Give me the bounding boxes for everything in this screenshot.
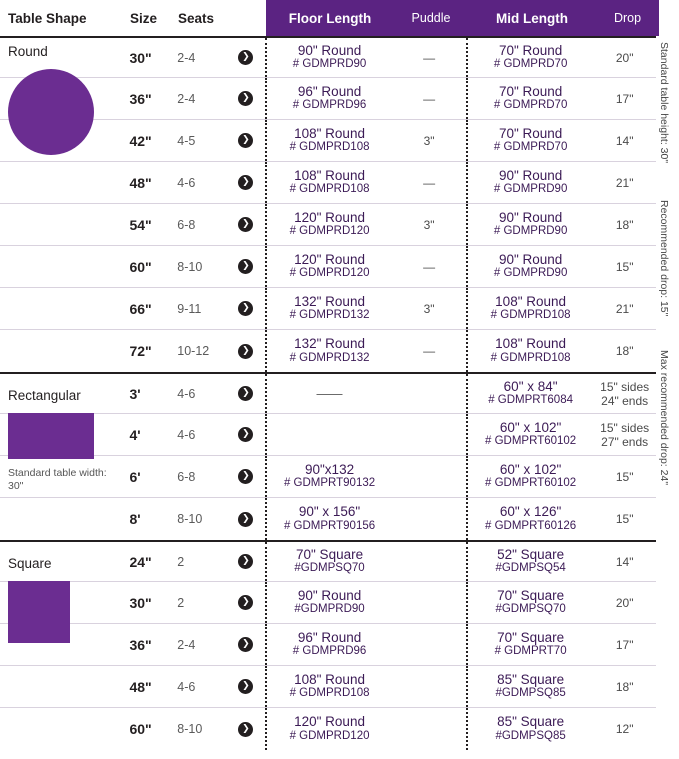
header-seats: Seats [178, 10, 215, 26]
cell-mid-length [466, 582, 593, 623]
mid-length-sku: #GDMPSQ54 [495, 562, 566, 575]
cell-mid-length [466, 246, 593, 287]
cell-drop: 14" [615, 133, 634, 148]
cell-drop: 14" [615, 554, 634, 569]
cell-puddle: — [423, 259, 436, 274]
header-size: Size [130, 10, 158, 26]
floor-length-size: —— [316, 386, 343, 401]
table-row [0, 288, 656, 330]
cell-floor-length [265, 162, 392, 203]
mid-length-sku: # GDMPRD108 [490, 351, 571, 364]
cell-floor-length [265, 120, 392, 161]
floor-length-size: 108" Round [294, 167, 365, 183]
cell-size: 30" [129, 49, 152, 66]
cell-drop: 17" [615, 91, 634, 106]
table-row [0, 666, 656, 708]
mid-length-sku: # GDMPRT60102 [485, 435, 577, 448]
floor-length-size: 120" Round [294, 251, 365, 267]
floor-length-size: 90" Round [297, 587, 362, 603]
floor-length-size: 132" Round [294, 336, 365, 352]
cell-floor-length [265, 456, 392, 497]
floor-length-sku: # GDMPRD108 [289, 141, 370, 154]
cell-floor-length [265, 38, 392, 77]
mid-length-size: 90" Round [498, 209, 563, 225]
mid-length-sku: # GDMPRD70 [493, 58, 568, 71]
cell-puddle: — [423, 50, 436, 65]
row-arrow-cell [227, 542, 265, 581]
cell-mid-length [466, 624, 593, 665]
mid-length-sku: # GDMPRD70 [493, 141, 568, 154]
row-arrow-cell [227, 624, 265, 665]
table-row [0, 708, 656, 750]
mid-length-size: 90" Round [498, 251, 563, 267]
cell-puddle [392, 498, 466, 540]
mid-length-size: 85" Square [497, 714, 565, 730]
cell-seats: 8-10 [177, 722, 203, 736]
cell-shape [0, 708, 123, 750]
cell-floor-length [265, 542, 392, 581]
cell-puddle [392, 624, 466, 665]
floor-length-sku: # GDMPRD120 [289, 729, 370, 742]
cell-drop: 18" [615, 679, 634, 694]
chevron-right-icon[interactable]: ❯ [238, 259, 253, 274]
chevron-right-icon[interactable]: ❯ [238, 133, 253, 148]
cell-mid-length [466, 542, 593, 581]
cell-seats: 2-4 [177, 50, 196, 65]
cell-seats: 4-6 [177, 386, 196, 401]
cell-floor-length [265, 374, 392, 413]
cell-puddle [392, 666, 466, 707]
mid-length-sku: # GDMPRD90 [493, 267, 568, 280]
chevron-right-icon[interactable]: ❯ [238, 50, 253, 65]
cell-floor-length [265, 330, 392, 372]
side-note-recommended-drop: Recommended drop: 15" [658, 200, 670, 317]
cell-size: 66" [129, 300, 152, 317]
chevron-right-icon[interactable]: ❯ [238, 512, 253, 527]
chevron-right-icon[interactable]: ❯ [238, 679, 253, 694]
mid-length-sku: # GDMPRT70 [494, 645, 567, 658]
cell-puddle [392, 582, 466, 623]
cell-floor-length [265, 414, 392, 455]
cell-floor-length [265, 624, 392, 665]
cell-size: 30" [129, 594, 152, 611]
floor-length-size: 70" Square [296, 546, 364, 562]
cell-puddle: 3" [423, 217, 435, 232]
cell-mid-length [466, 78, 593, 119]
table-row [0, 498, 656, 540]
cell-puddle [392, 456, 466, 497]
side-note-max-drop: Max recommended drop: 24" [658, 350, 670, 486]
cell-floor-length [265, 288, 392, 329]
table-row [0, 204, 656, 246]
cell-mid-length [466, 204, 593, 245]
cell-seats: 8-10 [177, 259, 203, 274]
mid-length-size: 70" Square [497, 587, 565, 603]
mid-length-sku: #GDMPSQ70 [495, 603, 566, 616]
table-row [0, 582, 656, 624]
mid-length-size: 60" x 84" [503, 378, 558, 394]
cell-shape [0, 204, 123, 245]
mid-length-size: 108" Round [495, 293, 567, 309]
shape-label-square: Square [8, 556, 52, 571]
mid-length-size: 70" Round [498, 83, 563, 99]
floor-length-size: 120" Round [294, 714, 365, 730]
table-header [0, 0, 679, 36]
row-arrow-cell [227, 666, 265, 707]
mid-length-sku: #GDMPSQ85 [495, 729, 566, 742]
floor-length-size: 90" Round [297, 42, 362, 58]
mid-length-size: 60" x 102" [499, 461, 562, 477]
cell-shape [0, 498, 123, 540]
cell-puddle [392, 374, 466, 413]
table-row [0, 540, 656, 582]
cell-seats: 4-6 [177, 679, 196, 694]
cell-seats: 4-5 [177, 133, 196, 148]
shape-block-rectangular [8, 388, 116, 493]
floor-length-sku: #GDMPRD90 [294, 603, 365, 616]
floor-length-sku: #GDMPSQ70 [294, 562, 365, 575]
cell-puddle: — [423, 91, 436, 106]
chevron-right-icon[interactable]: ❯ [238, 217, 253, 232]
cell-floor-length [265, 708, 392, 750]
floor-length-size: 108" Round [294, 125, 365, 141]
mid-length-size: 90" Round [498, 167, 563, 183]
cell-size: 60" [129, 258, 152, 275]
floor-length-sku: # GDMPRD96 [292, 99, 367, 112]
table-row [0, 78, 656, 120]
side-note-table-height: Standard table height: 30" [658, 42, 670, 164]
floor-length-sku: # GDMPRD90 [292, 58, 367, 71]
chevron-right-icon[interactable]: ❯ [238, 469, 253, 484]
cell-size: 48" [129, 678, 152, 695]
header-drop: Drop [596, 0, 659, 36]
floor-length-sku: # GDMPRD108 [289, 183, 370, 196]
chevron-right-icon[interactable]: ❯ [238, 427, 253, 442]
row-arrow-cell [227, 38, 265, 77]
cell-puddle [392, 542, 466, 581]
cell-drop: 15" [615, 259, 634, 274]
shape-label-round: Round [8, 44, 48, 59]
cell-size: 3' [129, 385, 141, 402]
cell-seats: 2 [177, 554, 185, 569]
mid-length-size: 70" Round [498, 42, 563, 58]
table-row [0, 36, 656, 78]
table-row [0, 162, 656, 204]
cell-size: 36" [129, 90, 152, 107]
cell-seats: 10-12 [177, 344, 210, 358]
chevron-right-icon[interactable]: ❯ [238, 722, 253, 737]
floor-length-size: 90" x 156" [298, 504, 361, 520]
chevron-right-icon[interactable]: ❯ [238, 637, 253, 652]
mid-length-sku: # GDMPRD108 [490, 309, 571, 322]
header-puddle: Puddle [394, 0, 468, 36]
cell-mid-length [466, 708, 593, 750]
row-arrow-cell [227, 456, 265, 497]
cell-shape [0, 666, 123, 707]
floor-length-size: 108" Round [294, 671, 365, 687]
cell-size: 54" [129, 216, 152, 233]
floor-length-sku: # GDMPRD108 [289, 687, 370, 700]
row-arrow-cell [227, 374, 265, 413]
cell-shape [0, 246, 123, 287]
cell-seats: 6-8 [177, 217, 196, 232]
cell-mid-length [466, 38, 593, 77]
floor-length-size: 132" Round [294, 293, 365, 309]
mid-length-size: 52" Square [497, 546, 565, 562]
row-arrow-cell [227, 582, 265, 623]
mid-length-sku: # GDMPRT60102 [485, 477, 577, 490]
cell-puddle: — [423, 175, 436, 190]
swatch-square-icon [8, 581, 70, 643]
row-arrow-cell [227, 498, 265, 540]
mid-length-sku: # GDMPRT6084 [488, 394, 573, 407]
cell-puddle: 3" [423, 133, 435, 148]
mid-length-size: 85" Square [497, 671, 565, 687]
swatch-round-icon [8, 69, 94, 155]
cell-size: 60" [129, 721, 152, 737]
cell-drop: 20" [615, 595, 634, 610]
cell-drop: 15" [615, 469, 634, 484]
chevron-right-icon[interactable]: ❯ [238, 301, 253, 316]
floor-length-sku: # GDMPRT90132 [283, 477, 376, 490]
row-arrow-cell [227, 330, 265, 372]
row-arrow-cell [227, 414, 265, 455]
floor-length-size: 120" Round [294, 209, 365, 225]
chevron-right-icon[interactable]: ❯ [238, 595, 253, 610]
shape-block-square [8, 556, 70, 643]
cell-drop: 18" [615, 217, 634, 232]
cell-mid-length [466, 120, 593, 161]
mid-length-sku: # GDMPRD70 [493, 99, 568, 112]
mid-length-sku: # GDMPRD90 [493, 225, 568, 238]
floor-length-size: 96" Round [297, 83, 362, 99]
cell-shape [0, 330, 123, 372]
row-arrow-cell [227, 204, 265, 245]
mid-length-size: 70" Square [497, 629, 565, 645]
row-arrow-cell [227, 78, 265, 119]
shape-block-round [8, 44, 94, 155]
cell-drop: 17" [615, 637, 634, 652]
row-arrow-cell [227, 120, 265, 161]
header-floor-length: Floor Length [266, 0, 394, 36]
chevron-right-icon[interactable]: ❯ [238, 91, 253, 106]
cell-drop: 15" sides 24" ends [600, 379, 650, 408]
header-mid-length: Mid Length [468, 0, 596, 36]
cell-puddle [392, 708, 466, 750]
cell-seats: 6-8 [177, 469, 196, 484]
table-row [0, 330, 656, 372]
chevron-right-icon[interactable]: ❯ [238, 344, 253, 359]
floor-length-sku: # GDMPRD120 [289, 267, 370, 280]
mid-length-sku: #GDMPSQ85 [495, 687, 566, 700]
chevron-right-icon[interactable]: ❯ [238, 175, 253, 190]
table-row [0, 120, 656, 162]
mid-length-size: 60" x 102" [499, 419, 562, 435]
cell-floor-length [265, 204, 392, 245]
cell-puddle [392, 414, 466, 455]
floor-length-size: 90"x132 [305, 461, 355, 477]
cell-size: 42" [129, 132, 152, 149]
row-arrow-cell [227, 708, 265, 750]
cell-drop: 21" [615, 175, 634, 190]
cell-mid-length [466, 666, 593, 707]
cell-floor-length [265, 498, 392, 540]
cell-drop: 18" [615, 344, 634, 358]
cell-floor-length [265, 78, 392, 119]
mid-length-sku: # GDMPRD90 [493, 183, 568, 196]
cell-size: 8' [129, 511, 141, 527]
cell-seats: 4-6 [177, 175, 196, 190]
cell-seats: 2-4 [177, 91, 196, 106]
cell-shape [0, 288, 123, 329]
floor-length-size: 96" Round [297, 629, 362, 645]
cell-size: 24" [129, 553, 152, 570]
cell-mid-length [466, 414, 593, 455]
chevron-right-icon[interactable]: ❯ [238, 386, 253, 401]
cell-puddle: — [423, 344, 436, 358]
row-arrow-cell [227, 162, 265, 203]
floor-length-sku: # GDMPRT90156 [283, 519, 376, 532]
cell-mid-length [466, 330, 593, 372]
cell-size: 72" [129, 343, 152, 359]
side-notes [656, 0, 679, 759]
cell-mid-length [466, 162, 593, 203]
note-standard-table-width: Standard table width: 30" [8, 467, 107, 493]
cell-drop: 21" [615, 301, 634, 316]
row-arrow-cell [227, 288, 265, 329]
cell-seats: 4-6 [177, 427, 196, 442]
swatch-rectangle-icon [8, 413, 94, 459]
mid-length-size: 70" Round [498, 125, 563, 141]
header-spacer [228, 0, 266, 36]
cell-seats: 2 [177, 595, 185, 610]
shape-label-rectangular: Rectangular [8, 388, 81, 403]
floor-length-sku: # GDMPRD132 [289, 351, 370, 364]
cell-drop: 15" [615, 512, 634, 526]
cell-drop: 15" sides 27" ends [600, 420, 650, 449]
cell-floor-length [265, 582, 392, 623]
floor-length-sku: # GDMPRD120 [289, 225, 370, 238]
cell-mid-length [466, 374, 593, 413]
cell-seats: 9-11 [177, 301, 202, 316]
floor-length-sku: # GDMPRD96 [292, 645, 367, 658]
table-row [0, 246, 656, 288]
mid-length-size: 108" Round [495, 336, 567, 352]
cell-mid-length [466, 288, 593, 329]
cell-size: 6' [129, 468, 141, 485]
cell-size: 36" [129, 636, 152, 653]
cell-drop: 12" [615, 722, 634, 736]
cell-mid-length [466, 498, 593, 540]
mid-length-sku: # GDMPRT60126 [485, 519, 577, 532]
cell-size: 4' [129, 426, 141, 443]
cell-floor-length [265, 246, 392, 287]
cell-shape [0, 162, 123, 203]
cell-puddle: 3" [423, 301, 435, 316]
floor-length-sku: # GDMPRD132 [289, 309, 370, 322]
table-row [0, 624, 656, 666]
cell-seats: 8-10 [177, 512, 203, 526]
chevron-right-icon[interactable]: ❯ [238, 554, 253, 569]
mid-length-size: 60" x 126" [499, 504, 562, 520]
header-table-shape: Table Shape [8, 10, 87, 26]
cell-seats: 2-4 [177, 637, 196, 652]
cell-mid-length [466, 456, 593, 497]
cell-drop: 20" [615, 50, 634, 65]
cell-floor-length [265, 666, 392, 707]
row-arrow-cell [227, 246, 265, 287]
cell-size: 48" [129, 174, 152, 191]
